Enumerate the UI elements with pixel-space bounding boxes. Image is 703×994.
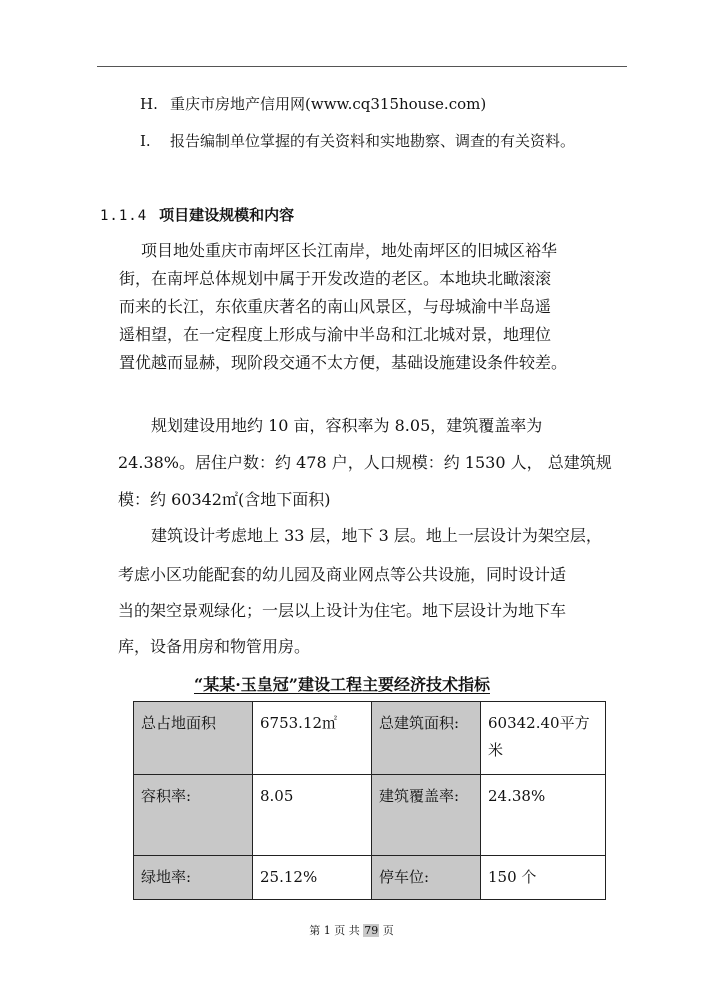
kpi-table bbox=[133, 701, 606, 900]
list-item-i bbox=[140, 130, 575, 151]
table-value-cell: 8.05 bbox=[253, 775, 372, 856]
paragraph-line: 24.38%。居住户数：约 478 户，人口规模：约 1530 人， 总建筑规 bbox=[118, 453, 612, 472]
table-row bbox=[134, 702, 606, 775]
header-rule bbox=[97, 66, 627, 67]
table-label-cell: 总建筑面积: bbox=[372, 702, 481, 775]
table-label-cell: 总占地面积 bbox=[134, 702, 253, 775]
table-label-cell: 停车位: bbox=[372, 856, 481, 900]
table-row bbox=[134, 856, 606, 900]
table-value-cell: 25.12% bbox=[253, 856, 372, 900]
current-page-number: 1 bbox=[323, 924, 331, 937]
list-marker: H. bbox=[140, 95, 158, 113]
table-value-cell: 150 个 bbox=[481, 856, 606, 900]
table-label-cell: 建筑覆盖率: bbox=[372, 775, 481, 856]
paragraph-line: 考虑小区功能配套的幼儿园及商业网点等公共设施，同时设计适 bbox=[118, 565, 567, 584]
section-number: 1.1.4 bbox=[100, 208, 148, 224]
paragraph-line: 项目地处重庆市南坪区长江南岸，地处南坪区的旧城区裕华 bbox=[141, 241, 558, 260]
paragraph-line: 规划建设用地约 10 亩，容积率为 8.05，建筑覆盖率为 bbox=[151, 416, 543, 435]
paragraph-line: 当的架空景观绿化；一层以上设计为住宅。地下层设计为地下车 bbox=[118, 601, 567, 620]
paragraph-line: 置优越而显赫，现阶段交通不太方便，基础设施建设条件较差。 bbox=[119, 353, 568, 372]
table-title: “某某·玉皇冠”建设工程主要经济技术指标 bbox=[194, 675, 490, 694]
table-value-cell: 6753.12㎡ bbox=[253, 702, 372, 775]
paragraph-line: 遥相望，在一定程度上形成与渝中半岛和江北城对景，地理位 bbox=[119, 325, 552, 344]
table-value-cell: 60342.40平方米 bbox=[481, 702, 606, 775]
total-page-count: 79 bbox=[364, 924, 379, 937]
paragraph-line: 模：约 60342㎡(含地下面积) bbox=[118, 490, 331, 509]
paragraph-line: 而来的长江，东依重庆著名的南山风景区，与母城渝中半岛遥 bbox=[119, 297, 552, 316]
list-text: 重庆市房地产信用网(www.cq315house.com) bbox=[170, 95, 487, 113]
section-title: 项目建设规模和内容 bbox=[159, 206, 295, 224]
paragraph-line: 建筑设计考虑地上 33 层，地下 3 层。地上一层设计为架空层， bbox=[151, 526, 602, 545]
footer-middle: 页 共 bbox=[334, 924, 360, 937]
footer-prefix: 第 bbox=[309, 924, 321, 937]
footer-suffix: 页 bbox=[382, 924, 394, 937]
list-item-h bbox=[140, 93, 486, 114]
list-text: 报告编制单位掌握的有关资料和实地勘察、调查的有关资料。 bbox=[170, 132, 576, 150]
page-footer bbox=[0, 922, 703, 938]
list-marker: I. bbox=[140, 132, 151, 150]
table-label-cell: 容积率: bbox=[134, 775, 253, 856]
paragraph-line: 街，在南坪总体规划中属于开发改造的老区。本地块北瞰滚滚 bbox=[119, 269, 552, 288]
table-row bbox=[134, 775, 606, 856]
table-label-cell: 绿地率: bbox=[134, 856, 253, 900]
paragraph-line: 库，设备用房和物管用房。 bbox=[118, 637, 311, 656]
section-heading bbox=[100, 204, 294, 225]
table-value-cell: 24.38% bbox=[481, 775, 606, 856]
